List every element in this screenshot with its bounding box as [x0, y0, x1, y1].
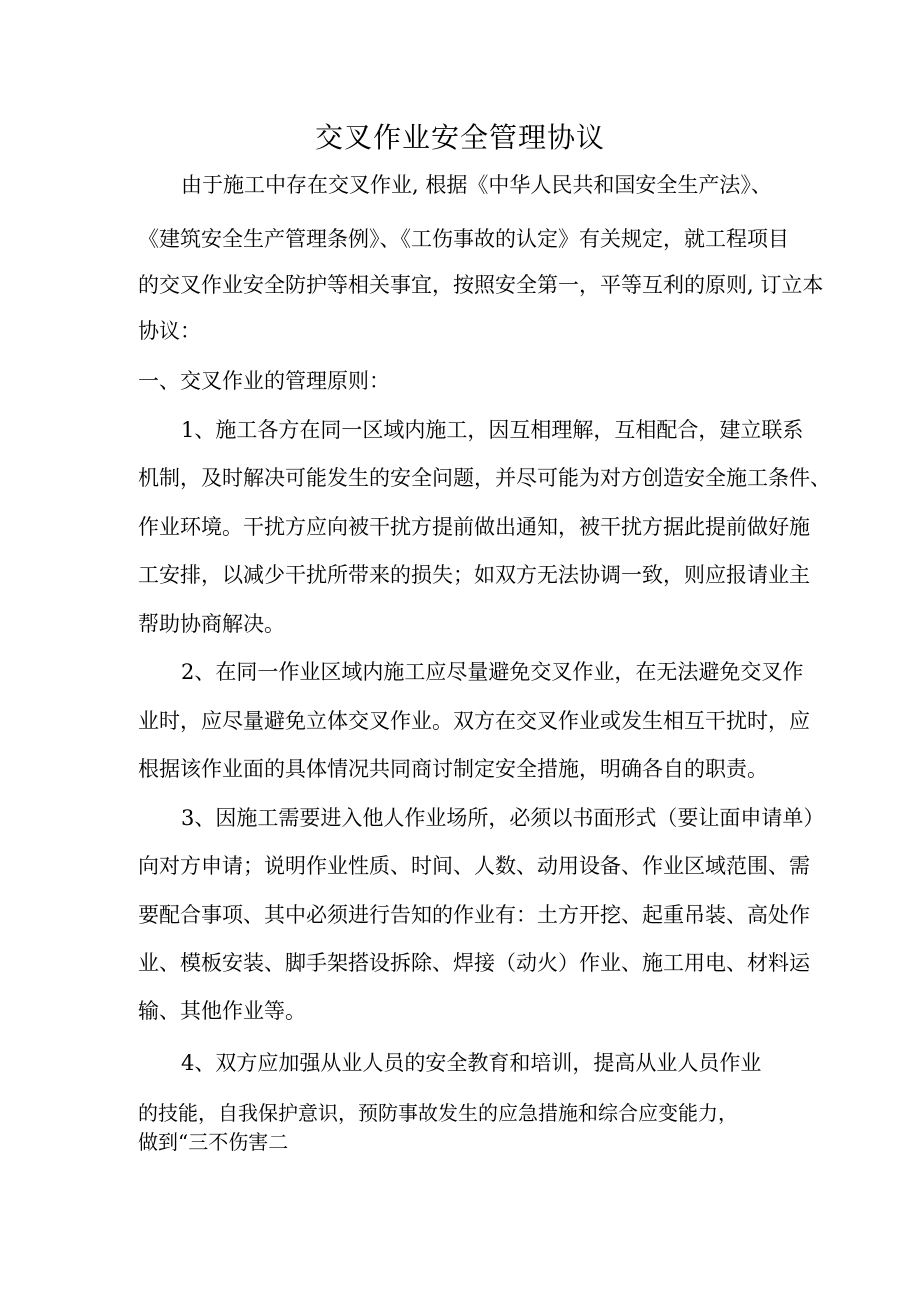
paragraph-line: 输、其他作业等。	[138, 999, 306, 1023]
paragraph-line: 要配合事项、其中必须进行告知的作业有：土方开挖、起重吊装、高处作	[138, 903, 810, 927]
paragraph-line: 机制，及时解决可能发生的安全问题，并尽可能为对方创造安全施工条件、	[138, 466, 831, 490]
paragraph-line: 《建筑安全生产管理条例》、《工伤事故的认定》有关规定，就工程项目	[138, 227, 789, 251]
paragraph-line: 根据该作业面的具体情况共同商讨制定安全措施，明确各自的职责。	[138, 757, 768, 781]
paragraph-line: 帮助协商解决。	[138, 612, 285, 636]
paragraph-line: 协议：	[138, 319, 201, 343]
section-heading: 一、交叉作业的管理原则：	[138, 369, 390, 393]
paragraph-line: 由于施工中存在交叉作业, 根据《中华人民共和国安全生产法》、	[181, 173, 772, 197]
paragraph-line: 作业环境。干扰方应向被干扰方提前做出通知，被干扰方据此提前做好施	[138, 515, 810, 539]
paragraph-line: 业时，应尽量避免立体交叉作业。双方在交叉作业或发生相互干扰时，应	[138, 709, 810, 733]
paragraph-line: 业、模板安装、脚手架搭设拆除、焊接（动火）作业、施工用电、材料运	[138, 951, 810, 975]
paragraph-line: 4、双方应加强从业人员的安全教育和培训，提高从业人员作业	[181, 1051, 762, 1075]
paragraph-line: 工安排，以减少干扰所带来的损失；如双方无法协调一致，则应报请业主	[138, 563, 810, 587]
paragraph-line: 做到“三不伤害二	[138, 1130, 289, 1154]
document-title: 交叉作业安全管理协议	[314, 121, 605, 154]
paragraph-line: 向对方申请；说明作业性质、时间、人数、动用设备、作业区域范围、需	[138, 854, 810, 878]
paragraph-line: 2、在同一作业区域内施工应尽量避免交叉作业，在无法避免交叉作	[181, 660, 804, 684]
paragraph-line: 1、施工各方在同一区域内施工，因互相理解，互相配合，建立联系	[181, 418, 804, 442]
paragraph-line: 的技能，自我保护意识，预防事故发生的应急措施和综合应变能力，	[138, 1101, 738, 1125]
paragraph-line: 3、因施工需要进入他人作业场所，必须以书面形式（要让面申请单）	[181, 806, 825, 830]
paragraph-line: 的交叉作业安全防护等相关事宜，按照安全第一，平等互利的原则, 订立本	[138, 273, 824, 297]
